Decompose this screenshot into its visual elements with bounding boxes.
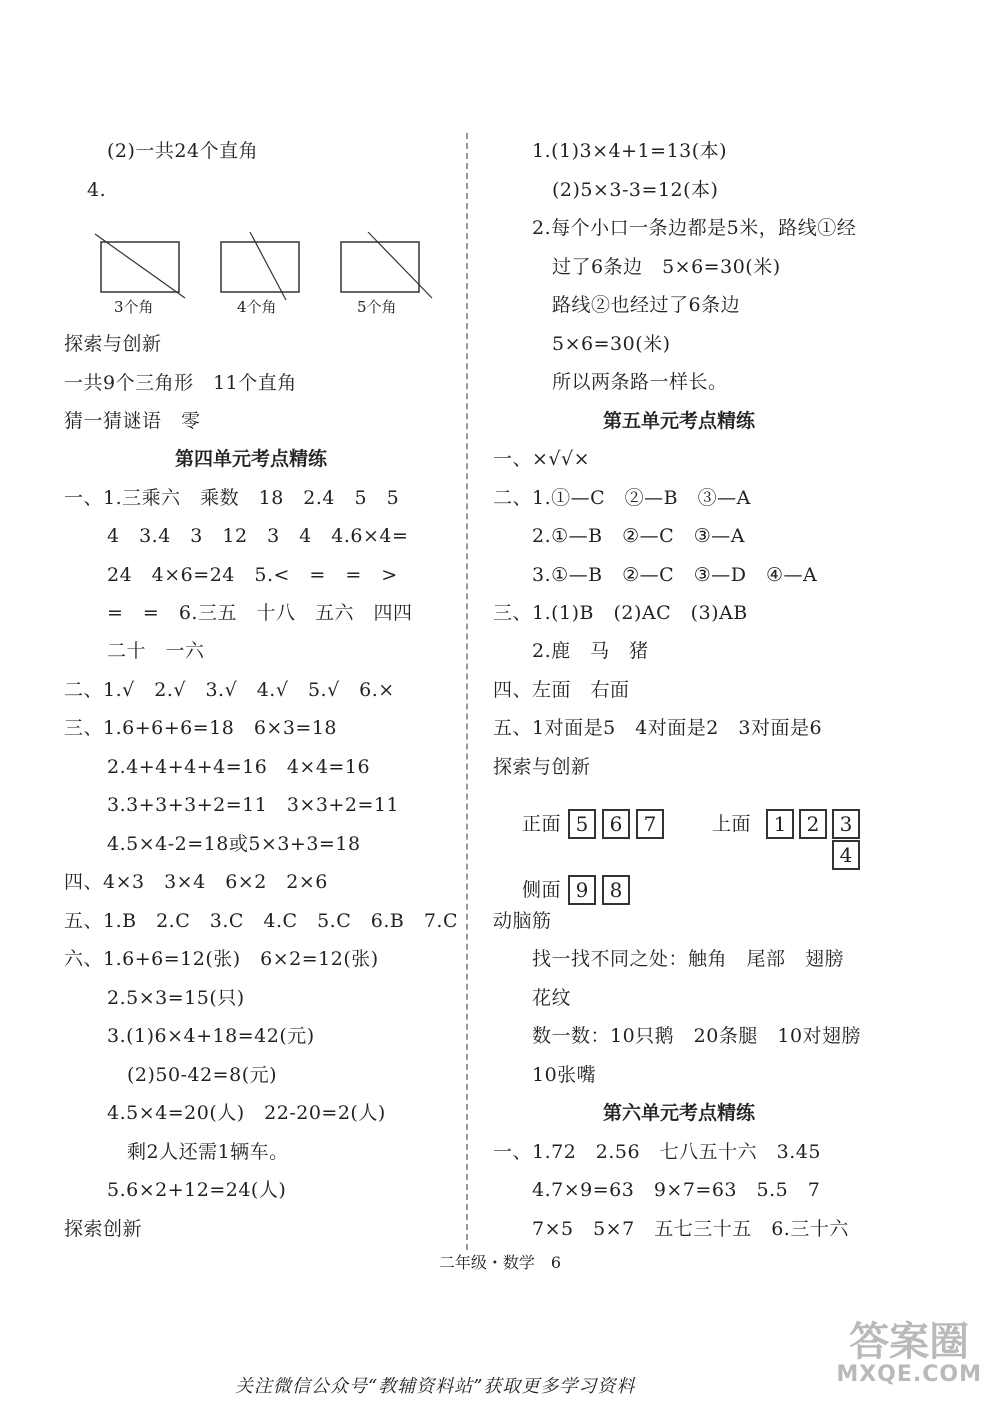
front-view-label: 正面	[522, 813, 562, 835]
unit-heading: 第四单元考点精练	[175, 448, 328, 470]
answer-line: 一、×√√×	[493, 448, 591, 470]
unit-heading: 第六单元考点精练	[603, 1102, 756, 1124]
side-view-label: 侧面	[522, 879, 562, 901]
front-view-cell: 7	[636, 809, 664, 839]
top-view-cell: 4	[832, 840, 860, 870]
answer-line: 4.5×4-2=18或5×3+3=18	[107, 833, 361, 855]
answer-line: 4.	[87, 179, 107, 201]
answer-line: 5.6×2+12=24(人)	[107, 1179, 287, 1201]
side-view-cell: 8	[602, 875, 630, 905]
answer-line: 路线②也经过了6条边	[552, 294, 741, 316]
section-label: 动脑筋	[493, 910, 552, 932]
answer-line: 2.4+4+4+4=16 4×4=16	[107, 756, 371, 778]
answer-line: 五、1对面是5 4对面是2 3对面是6	[493, 717, 823, 739]
section-label: 探索创新	[64, 1218, 143, 1240]
answer-line: 找一找不同之处：触角 尾部 翅膀	[532, 948, 845, 970]
answer-line: 过了6条边 5×6=30(米)	[552, 256, 781, 278]
figure-caption-2: 4个角	[237, 298, 277, 316]
answer-line: 3.①—B ②—C ③—D ④—A	[532, 564, 818, 586]
rectangle-1	[101, 242, 179, 292]
answer-line: 二、1.√ 2.√ 3.√ 4.√ 5.√ 6.×	[64, 679, 395, 701]
answer-line: 10张嘴	[532, 1064, 597, 1086]
answer-line: 数一数：10只鹅 20条腿 10对翅膀	[532, 1025, 862, 1047]
top-view-cell: 3	[832, 809, 860, 839]
answer-line: 2.鹿 马 猪	[532, 640, 649, 662]
front-view-cell: 5	[568, 809, 596, 839]
answer-line: 三、1.(1)B (2)AC (3)AB	[493, 602, 748, 624]
answer-line: 4.5×4=20(人) 22-20=2(人)	[107, 1102, 386, 1124]
answer-line: (2)50-42=8(元)	[127, 1064, 278, 1086]
answer-line: 六、1.6+6=12(张) 6×2=12(张)	[64, 948, 379, 970]
figure-caption-1: 3个角	[114, 298, 154, 316]
answer-line: = = 6.三五 十八 五六 四四	[107, 602, 413, 624]
answer-line: 2.①—B ②—C ③—A	[532, 525, 745, 547]
rectangle-2	[221, 242, 299, 292]
answer-line: 2.每个小口一条边都是5米，路线①经	[532, 217, 857, 239]
top-view-label: 上面	[712, 813, 752, 835]
rectangle-3	[341, 242, 419, 292]
page-footer: 二年级・数学 6	[438, 1253, 562, 1272]
site-watermark	[836, 1319, 982, 1387]
front-view-cell: 6	[602, 809, 630, 839]
section-label: 探索与创新	[64, 333, 162, 355]
figure-caption-3: 5个角	[357, 298, 397, 316]
answer-line: 7×5 5×7 五七三十五 6.三十六	[532, 1218, 849, 1240]
answer-line: 2.5×3=15(只)	[107, 987, 245, 1009]
answer-line: 所以两条路一样长。	[552, 371, 728, 393]
column-divider	[466, 133, 468, 1250]
answer-line: 3.(1)6×4+18=42(元)	[107, 1025, 315, 1047]
answer-line: 24 4×6=24 5.< = = >	[107, 564, 398, 586]
top-view-cell: 1	[766, 809, 794, 839]
answer-line: 三、1.6+6+6=18 6×3=18	[64, 717, 338, 739]
answer-line: 5×6=30(米)	[552, 333, 671, 355]
promo-banner: 关注微信公众号“教辅资料站”获取更多学习资料	[235, 1376, 636, 1397]
answer-line: 4 3.4 3 12 3 4 4.6×4=	[107, 525, 409, 547]
unit-heading: 第五单元考点精练	[603, 410, 756, 432]
answer-line: (2)一共24个直角	[107, 140, 259, 162]
answer-line: 二十 一六	[107, 640, 205, 662]
answer-line: 3.3+3+3+2=11 3×3+2=11	[107, 794, 400, 816]
answer-line: 4.7×9=63 9×7=63 5.5 7	[532, 1179, 821, 1201]
cut-line-1	[95, 234, 185, 298]
answer-line: 1.(1)3×4+1=13(本)	[532, 140, 728, 162]
answer-line: 一、1.三乘六 乘数 18 2.4 5 5	[64, 487, 400, 509]
answer-line: 剩2人还需1辆车。	[127, 1141, 289, 1163]
side-view-cell: 9	[568, 875, 596, 905]
section-label: 探索与创新	[493, 756, 591, 778]
answer-line: 花纹	[532, 987, 572, 1009]
answer-line: 二、1.①—C ②—B ③—A	[493, 487, 751, 509]
answer-line: 四、4×3 3×4 6×2 2×6	[64, 871, 328, 893]
answer-line: 五、1.B 2.C 3.C 4.C 5.C 6.B 7.C	[64, 910, 459, 932]
watermark-logo-text: 答案圈	[849, 1319, 970, 1365]
answer-line: 猜一猜谜语 零	[64, 410, 201, 432]
answer-line: (2)5×3-3=12(本)	[552, 179, 719, 201]
top-view-cell: 2	[799, 809, 827, 839]
watermark-url: MXQE.COM	[836, 1362, 982, 1387]
answer-line: 一共9个三角形 11个直角	[64, 372, 297, 394]
rectangle-cut-figures	[90, 228, 450, 300]
answer-line: 一、1.72 2.56 七八五十六 3.45	[493, 1141, 821, 1163]
answer-line: 四、左面 右面	[493, 679, 630, 701]
